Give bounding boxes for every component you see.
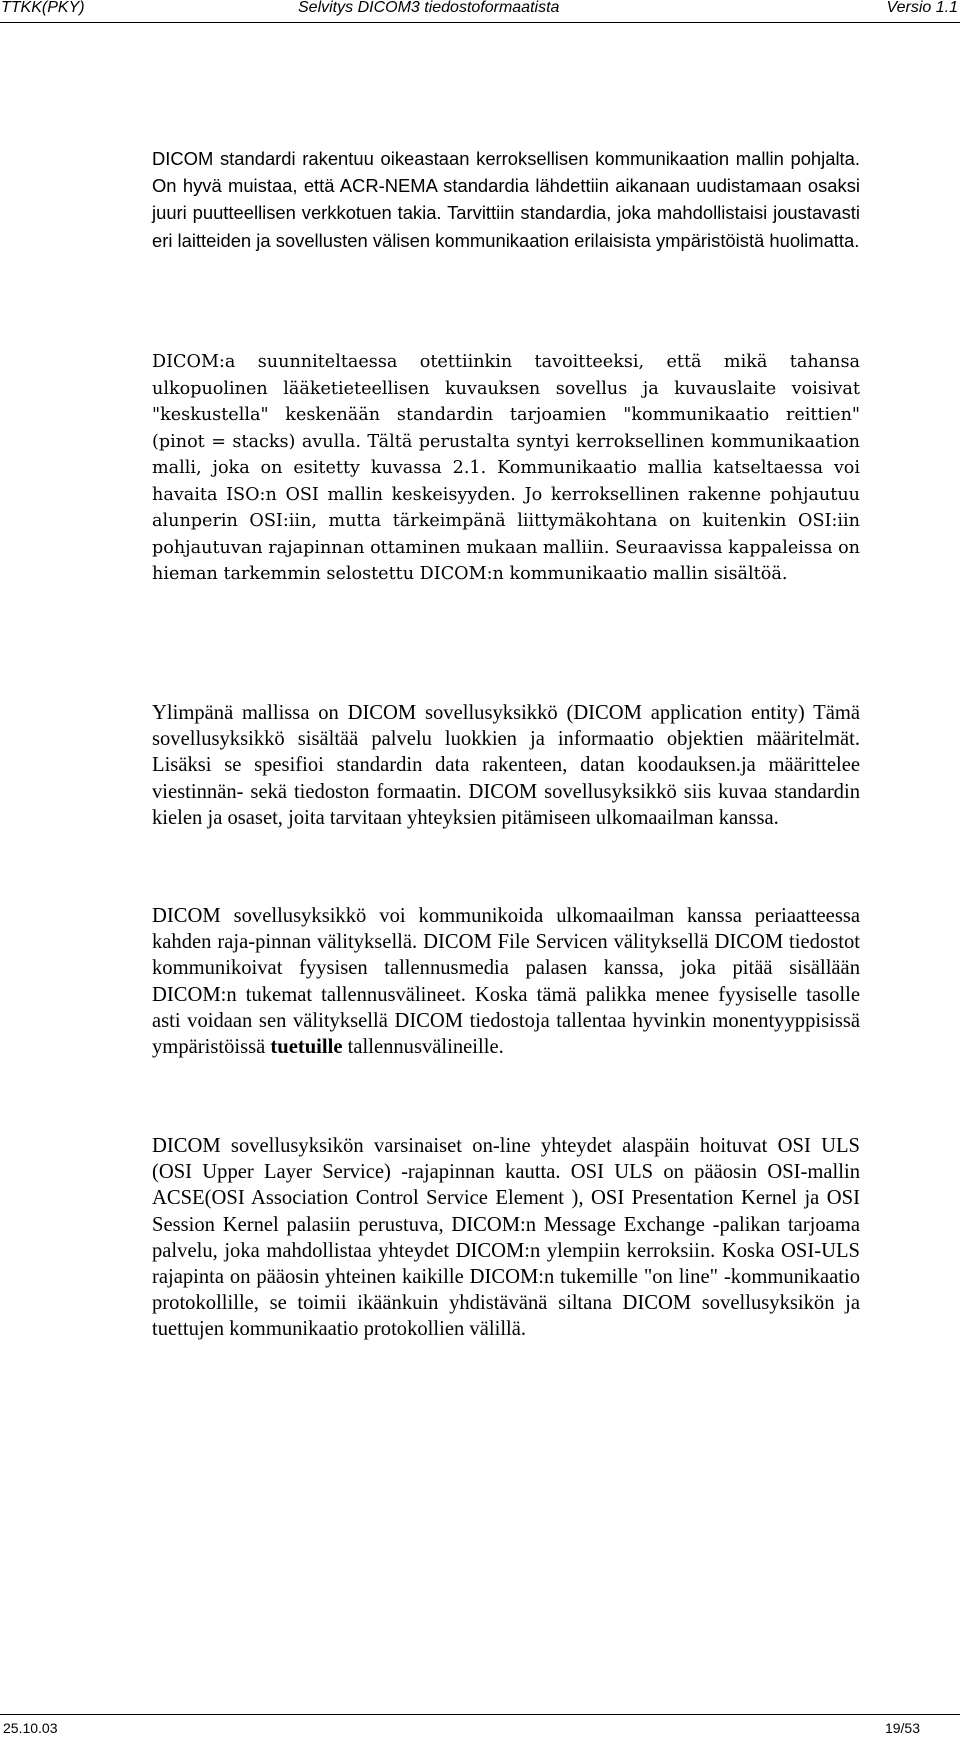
paragraph-2: DICOM:a suunniteltaessa otettiinkin tavoitteeksi, että mikä tahansa ulkopuolinen lääketieteellisen kuvauksen sovellus ja kuvauslaite voisivat "keskustella" keskenään standardin tarjoamien "kommunikaatio reittien" (pinot = stacks) avulla. Tältä perustalta syntyi kerroksellinen kommunikaation malli, joka on esitetty kuvassa 2.1. Kommunikaatio mallia katseltaessa voi havaita ISO:n OSI mallin keskeisyyden. Jo kerroksellinen rakenne pohjautuu alunperin OSI:iin, mutta tärkeimpänä liittymäkohtana on kuitenkin OSI:iin pohjautuvan rajapinnan ottaminen mukaan malliin. Seuraavissa kappaleissa on hieman tarkemmin selostettu DICOM:n kommunikaatio mallin sisältöä.: [152, 352, 860, 584]
header-version: Versio 1.1: [886, 0, 958, 16]
paragraph-4-text: DICOM sovellusyksikkö voi kommunikoida ulkomaailman kanssa periaatteessa kahden raja-pinnan välityksellä. DICOM File Servicen välityksellä DICOM tiedostot kommunikoivat fyysisen tallennusmedia palasen kanssa, joka pitää sisällään DICOM:n tukemat tallennusvälineet. Koska tämä palikka menee fyysiselle tasolle asti voidaan sen välityksellä DICOM tiedostoja tallentaa hyvinkin monentyyppisissä ympäristöissä: [152, 905, 860, 1059]
footer-divider: [0, 1714, 960, 1715]
paragraph-4-bold-word: tuetuille: [270, 1036, 343, 1059]
footer-page-number: 19/53: [884, 1720, 920, 1736]
paragraph-5: DICOM sovellusyksikön varsinaiset on-line yhteydet alaspäin hoituvat OSI ULS (OSI Upper Layer Service) -rajapinnan kautta. OSI ULS on pääosin OSI-mallin ACSE(OSI Association Control Service Element ), OSI Presentation Kernel ja OSI Session Kernel palasiin perustuva, DICOM:n Message Exchange -palikan tarjoama palvelu, joka mahdollistaa yhteydet DICOM:n ylempiin kerroksiin. Koska OSI-ULS rajapinta on pääosin yhteinen kaikille DICOM:n tukemille "on line" -kommunikaatio protokollille, se toimii ikäänkuin yhdistävänä siltana DICOM sovellusyksikön ja tuettujen kommunikaatio protokollien välillä.: [152, 1135, 860, 1341]
page-footer: [0, 1719, 960, 1739]
paragraph-1: DICOM standardi rakentuu oikeastaan kerroksellisen kommunikaation mallin pohjalta. On hyvä muistaa, että ACR-NEMA standardia lähdettiin aikanaan uudistamaan osaksi juuri puutteellisen verkkotuen takia. Tarvittiin standardia, joka mahdollistaisi joustavasti eri laitteiden ja sovellusten välisen kommunikaation erilaisista ympäristöistä huolimatta.: [152, 148, 860, 251]
header-left-text: TTKK(PKY): [1, 0, 85, 16]
paragraph-4-text-end: tallennusvälineille.: [342, 1036, 504, 1059]
page-header: [0, 0, 960, 24]
footer-date: 25.10.03: [3, 1720, 58, 1736]
paragraph-4: [152, 903, 860, 1060]
paragraph-3: Ylimpänä mallissa on DICOM sovellusyksikkö (DICOM application entity) Tämä sovellusyksikkö sisältää palvelu luokkien ja informaatio objektien määritelmät. Lisäksi se spesifioi standardin data rakenteen, datan koodauksen.ja määrittelee viestinnän- sekä tiedoston formaatin. DICOM sovellusyksikkö siis kuvaa standardin kielen ja osaset, joita tarvitaan yhteyksien pitämiseen ulkomaailman kanssa.: [152, 702, 860, 829]
header-divider: [0, 22, 960, 23]
header-title: Selvitys DICOM3 tiedostoformaatista: [298, 0, 560, 16]
